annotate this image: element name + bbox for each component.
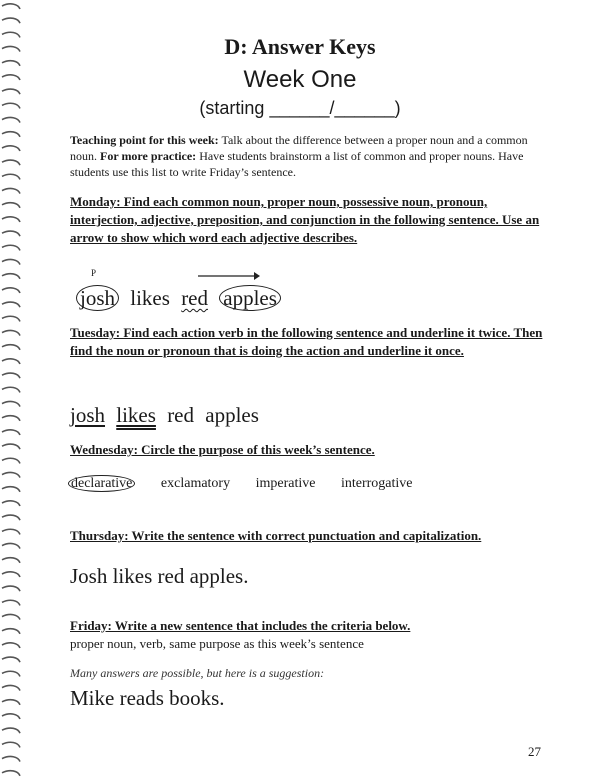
word-likes: likes (130, 286, 170, 310)
spiral-coil (2, 259, 20, 264)
spiral-coil (2, 742, 20, 747)
spiral-coil (2, 543, 20, 548)
spiral-coil (2, 387, 20, 392)
practice-text: Have students brainstorm a list of common and proper nouns. Have students use this list to write Friday’s sentence. (70, 149, 524, 179)
option-exclamatory: exclamatory (160, 476, 231, 491)
spiral-coil (2, 345, 20, 350)
word-josh: josh (76, 285, 119, 311)
spiral-coil (2, 416, 20, 421)
friday-criteria: proper noun, verb, same purpose as this week’s sentence (70, 636, 364, 651)
spiral-coil (2, 245, 20, 250)
spiral-coil (2, 714, 20, 719)
spiral-coil (2, 472, 20, 477)
starting-date-line: (starting ______/______) (199, 98, 401, 118)
spiral-coil (2, 4, 20, 9)
spiral-coil (2, 614, 20, 619)
spiral-coil (2, 501, 20, 506)
spiral-coil (2, 487, 20, 492)
friday-answer: Mike reads books. (70, 686, 225, 710)
adjective-arrow-icon (196, 270, 262, 282)
option-declarative: declarative (68, 475, 135, 492)
spiral-coil (2, 288, 20, 293)
spiral-coil (2, 330, 20, 335)
spiral-coil (2, 671, 20, 676)
teaching-text: Talk about the difference between a proper noun and a common noun. (70, 133, 528, 163)
spiral-coil (2, 572, 20, 577)
thursday-instruction: Thursday: Write the sentence with correct punctuation and capitalization. (70, 528, 482, 543)
spiral-coil (2, 629, 20, 634)
monday-instruction: Monday: Find each common noun, proper noun, possessive noun, pronoun, interjection, adjective, preposition, and conjunction in the following sentence. Use an arrow to show which word each adjective describes. (70, 194, 540, 245)
practice-label: For more practice: (100, 149, 197, 163)
tuesday-sentence (70, 403, 265, 428)
word-josh: josh (70, 403, 106, 427)
page-title: D: Answer Keys (224, 34, 376, 59)
spiral-coil (2, 756, 20, 761)
spiral-coil (2, 188, 20, 193)
thursday-answer: Josh likes red apples. (70, 564, 249, 588)
spiral-coil (2, 231, 20, 236)
spiral-coil (2, 728, 20, 733)
spiral-coil (2, 458, 20, 463)
spiral-coil (2, 600, 20, 605)
spiral-coil (2, 700, 20, 705)
spiral-coil (2, 685, 20, 690)
spiral-coil (2, 217, 20, 222)
option-imperative: imperative (255, 476, 316, 491)
spiral-coil (2, 586, 20, 591)
purpose-options (68, 476, 435, 492)
spiral-coil (2, 160, 20, 165)
spiral-coil (2, 316, 20, 321)
spiral-coil (2, 643, 20, 648)
spiral-coil (2, 302, 20, 307)
monday-sentence (76, 286, 287, 311)
wednesday-instruction: Wednesday: Circle the purpose of this week’s sentence. (70, 442, 375, 457)
spiral-coil (2, 529, 20, 534)
spiral-coil (2, 203, 20, 208)
spiral-coil (2, 359, 20, 364)
spiral-coil (2, 444, 20, 449)
spiral-coil (2, 132, 20, 137)
spiral-coil (2, 373, 20, 378)
tuesday-instruction: Tuesday: Find each action verb in the following sentence and underline it twice. Then find the noun or pronoun that is doing the action and underline it once. (70, 325, 543, 358)
spiral-coil (2, 771, 20, 776)
friday-note: Many answers are possible, but here is a suggestion: (70, 666, 325, 680)
page-number: 27 (528, 744, 541, 759)
spiral-coil (2, 515, 20, 520)
proper-noun-mark: P (91, 268, 97, 278)
option-interrogative: interrogative (340, 476, 413, 491)
spiral-coil (2, 174, 20, 179)
spiral-coil (2, 274, 20, 279)
spiral-coil (2, 18, 20, 23)
word-red: red (181, 286, 209, 310)
word-red: red (167, 403, 195, 427)
week-heading: Week One (243, 66, 357, 93)
friday-instruction: Friday: Write a new sentence that includes the criteria below. (70, 618, 411, 633)
spiral-coil (2, 657, 20, 662)
word-likes: likes (116, 403, 156, 427)
spiral-coil (2, 146, 20, 151)
word-apples: apples (205, 403, 259, 427)
spiral-coil (2, 430, 20, 435)
spiral-coil (2, 558, 20, 563)
teaching-point (70, 132, 540, 180)
teaching-label: Teaching point for this week: (70, 133, 219, 147)
spiral-coil (2, 401, 20, 406)
word-apples: apples (219, 285, 281, 311)
